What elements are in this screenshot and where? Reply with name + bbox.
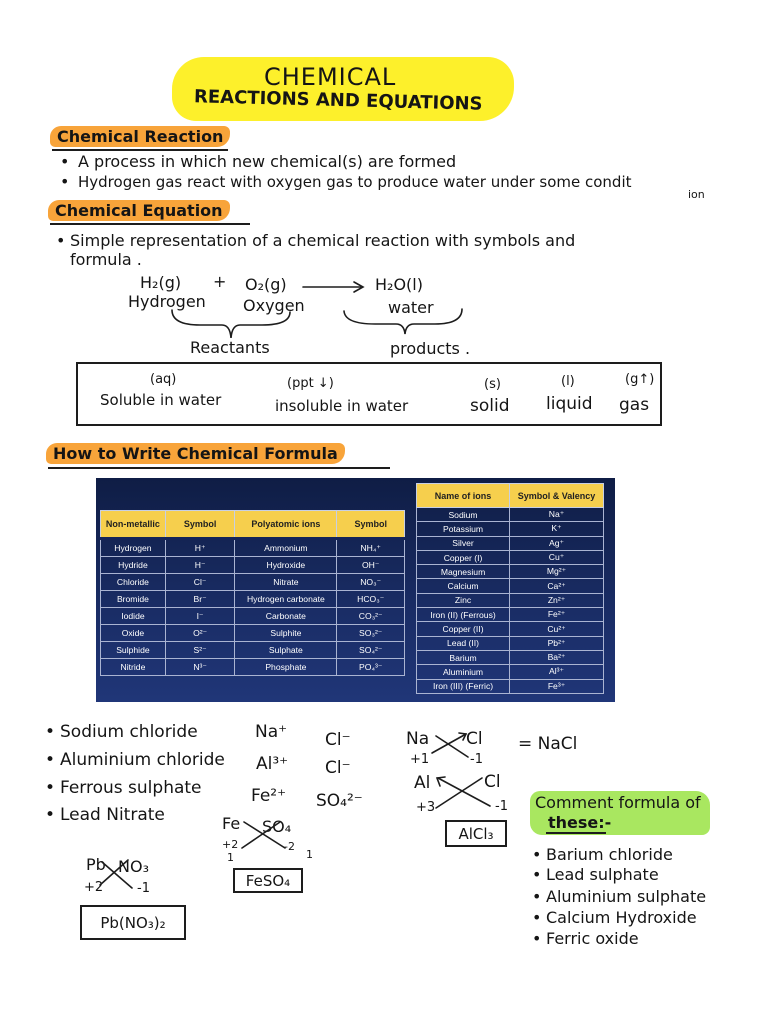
answer-formula: Pb(NO₃)₂ — [100, 913, 166, 932]
table-row — [417, 665, 604, 679]
table-cell: PO₄³⁻ — [337, 659, 405, 676]
reaction-example: Hydrogen gas react with oxygen gas to produce water under some condit — [78, 173, 632, 191]
answer-box — [445, 820, 507, 847]
bullet-dot: • — [532, 908, 542, 927]
table-cell: Br⁻ — [165, 591, 234, 608]
reaction-definition: A process in which new chemical(s) are formed — [78, 152, 457, 171]
example-name: Sodium chloride — [60, 722, 198, 742]
table-cell: Barium — [417, 650, 510, 664]
table-header-row — [101, 511, 405, 539]
bullet-dot: • — [45, 750, 56, 770]
table-row — [417, 608, 604, 622]
state-symbol-ppt: (ppt ↓) — [287, 376, 334, 391]
table-row — [101, 642, 405, 659]
table-row — [417, 593, 604, 607]
table-cell: SO₃²⁻ — [337, 625, 405, 642]
state-symbol-g: (g↑) — [625, 372, 655, 387]
table-cell: N³⁻ — [165, 659, 234, 676]
table-row — [417, 536, 604, 550]
table-row — [101, 574, 405, 591]
table-cell: Sodium — [417, 508, 510, 522]
answer-formula: AlCl₃ — [458, 824, 494, 843]
table-cell: Ag⁺ — [510, 536, 604, 550]
cross-charge: +2 — [84, 880, 104, 895]
cross-charge: -1 — [470, 752, 483, 767]
state-symbol-s: (s) — [484, 377, 501, 392]
bullet-dot: • — [45, 778, 56, 798]
cross-charge: -2 — [284, 840, 295, 853]
table-row — [417, 565, 604, 579]
table-cell: K⁺ — [510, 522, 604, 536]
example-name: Ferrous sulphate — [60, 778, 202, 798]
title-line-1: CHEMICAL — [264, 63, 397, 91]
table-cell: NO₃⁻ — [337, 574, 405, 591]
ions-table-right — [416, 483, 604, 694]
state-symbol-l: (l) — [561, 374, 575, 389]
reactant-1-name: Hydrogen — [128, 292, 206, 311]
table-cell: Carbonate — [235, 608, 337, 625]
bullet-dot: • — [532, 845, 542, 864]
example-ion: Na⁺ — [255, 722, 288, 742]
reactant-1: H₂(g) — [140, 273, 182, 292]
table-cell: Cu²⁺ — [510, 622, 604, 636]
cross-ion: Cl — [484, 772, 501, 792]
table-row — [101, 557, 405, 574]
table-row — [101, 608, 405, 625]
practice-heading-line-2: these:- — [548, 813, 612, 832]
table-cell: Hydrogen carbonate — [235, 591, 337, 608]
table-cell: Zinc — [417, 593, 510, 607]
cross-lines-alcl3 — [436, 777, 490, 808]
cross-ion: Fe — [222, 814, 241, 833]
table-row — [417, 636, 604, 650]
heading-underline — [52, 149, 228, 151]
bullet-dot: • — [45, 722, 56, 742]
ions-table-panel — [96, 478, 615, 702]
answer-box — [80, 905, 186, 940]
table-cell: Aluminium — [417, 665, 510, 679]
table-header-cell: Polyatomic ions — [235, 511, 337, 539]
cross-ion: Na — [406, 729, 430, 749]
table-cell: OH⁻ — [337, 557, 405, 574]
heading-underline — [50, 223, 250, 225]
ions-table-left — [100, 510, 405, 676]
table-row — [101, 591, 405, 608]
table-cell: Silver — [417, 536, 510, 550]
state-symbol-aq: (aq) — [150, 372, 177, 387]
example-ion: Cl⁻ — [325, 758, 351, 778]
heading-underline — [48, 467, 390, 469]
table-cell: Nitrate — [235, 574, 337, 591]
state-meaning-s: solid — [470, 396, 510, 416]
answer-box — [233, 868, 303, 893]
heading-write-formula: How to Write Chemical Formula — [46, 443, 345, 464]
table-cell: H⁻ — [165, 557, 234, 574]
heading-chemical-equation: Chemical Equation — [48, 200, 230, 221]
table-row — [417, 650, 604, 664]
cross-charge: -1 — [137, 881, 150, 896]
table-row — [417, 622, 604, 636]
reaction-arrow-icon — [303, 282, 363, 292]
table-cell: Ba²⁺ — [510, 650, 604, 664]
bullet-dot: • — [532, 865, 542, 884]
bullet-dot: • — [56, 231, 66, 250]
example-ion: Fe²⁺ — [251, 786, 287, 806]
table-row — [101, 625, 405, 642]
practice-item: Lead sulphate — [546, 865, 659, 884]
table-cell: I⁻ — [165, 608, 234, 625]
table-cell: Copper (II) — [417, 622, 510, 636]
cross-ion: SO₄ — [262, 817, 292, 836]
products-label: products . — [390, 339, 471, 358]
plus-sign: + — [213, 272, 227, 291]
table-cell: Al³⁺ — [510, 665, 604, 679]
table-cell: Phosphate — [235, 659, 337, 676]
table-cell: SO₄²⁻ — [337, 642, 405, 659]
cross-charge: +2 — [222, 838, 239, 851]
table-header-row — [417, 484, 604, 508]
table-row — [101, 539, 405, 557]
bullet-dot: • — [532, 887, 542, 906]
table-cell: Ammonium — [235, 539, 337, 557]
table-row — [417, 550, 604, 564]
table-cell: Copper (I) — [417, 550, 510, 564]
table-row — [417, 522, 604, 536]
table-cell: H⁺ — [165, 539, 234, 557]
table-cell: Na⁺ — [510, 508, 604, 522]
table-cell: Potassium — [417, 522, 510, 536]
table-cell: NH₄⁺ — [337, 539, 405, 557]
heading-chemical-reaction: Chemical Reaction — [50, 126, 230, 147]
state-meaning-ppt: insoluble in water — [275, 397, 409, 415]
equation-definition-line-1: Simple representation of a chemical reaction with symbols and — [70, 231, 576, 250]
bullet-dot: • — [532, 929, 542, 948]
table-cell: CO₃²⁻ — [337, 608, 405, 625]
table-cell: Sulphide — [101, 642, 166, 659]
reaction-example-wrap: ion — [688, 188, 705, 201]
practice-item: Barium chloride — [546, 845, 673, 864]
table-header-cell: Symbol — [337, 511, 405, 539]
table-cell: Oxide — [101, 625, 166, 642]
table-row — [417, 679, 604, 693]
reactant-2: O₂(g) — [245, 275, 287, 294]
practice-item: Ferric oxide — [546, 929, 639, 948]
bullet-dot: • — [60, 152, 70, 171]
bullet-dot: • — [45, 805, 56, 825]
table-cell: Fe³⁺ — [510, 679, 604, 693]
table-header-cell: Name of ions — [417, 484, 510, 508]
table-cell: Fe²⁺ — [510, 608, 604, 622]
example-ion: Cl⁻ — [325, 730, 351, 750]
table-cell: Mg²⁺ — [510, 565, 604, 579]
state-meaning-aq: Soluble in water — [100, 391, 222, 409]
practice-heading-line-1: Comment formula of — [535, 793, 701, 812]
table-cell: Zn²⁺ — [510, 593, 604, 607]
product-name: water — [388, 298, 434, 317]
state-meaning-l: liquid — [546, 394, 593, 414]
table-cell: Calcium — [417, 579, 510, 593]
table-cell: Nitride — [101, 659, 166, 676]
table-header-cell: Non-metallic — [101, 511, 166, 539]
table-cell: HCO₃⁻ — [337, 591, 405, 608]
table-row — [101, 659, 405, 676]
reactants-label: Reactants — [190, 338, 270, 357]
example-ion: Al³⁺ — [256, 754, 289, 774]
table-cell: Ca²⁺ — [510, 579, 604, 593]
product: H₂O(l) — [375, 275, 423, 294]
cross-lines-nacl — [432, 733, 468, 757]
example-name: Lead Nitrate — [60, 805, 165, 825]
table-cell: O²⁻ — [165, 625, 234, 642]
table-cell: Iron (II) (Ferrous) — [417, 608, 510, 622]
table-cell: Magnesium — [417, 565, 510, 579]
example-name: Aluminium chloride — [60, 750, 225, 770]
table-cell: Pb²⁺ — [510, 636, 604, 650]
reactant-2-name: Oxygen — [243, 296, 305, 315]
cross-reduced: 1 — [227, 851, 234, 864]
table-cell: Cu⁺ — [510, 550, 604, 564]
cross-reduced: 1 — [306, 848, 313, 861]
answer-formula: FeSO₄ — [245, 871, 291, 890]
equation-definition-line-2: formula . — [70, 250, 142, 269]
cross-ion: Pb — [86, 855, 106, 874]
example-ion: SO₄²⁻ — [316, 791, 363, 811]
title-line-2: REACTIONS AND EQUATIONS — [193, 86, 483, 115]
table-row — [417, 508, 604, 522]
table-cell: Hydroxide — [235, 557, 337, 574]
table-cell: Hydrogen — [101, 539, 166, 557]
table-row — [417, 579, 604, 593]
cross-charge: +1 — [410, 752, 430, 767]
table-cell: Sulphate — [235, 642, 337, 659]
table-cell: Iodide — [101, 608, 166, 625]
table-cell: Hydride — [101, 557, 166, 574]
table-cell: Cl⁻ — [165, 574, 234, 591]
table-cell: Lead (II) — [417, 636, 510, 650]
table-cell: Bromide — [101, 591, 166, 608]
cross-ion: NO₃ — [118, 857, 149, 876]
practice-item: Aluminium sulphate — [546, 887, 707, 906]
table-cell: Sulphite — [235, 625, 337, 642]
state-meaning-g: gas — [619, 395, 650, 415]
cross-charge: -1 — [495, 799, 508, 814]
cross-result: = NaCl — [518, 734, 578, 754]
table-cell: Iron (III) (Ferric) — [417, 679, 510, 693]
table-cell: Chloride — [101, 574, 166, 591]
table-header-cell: Symbol — [165, 511, 234, 539]
practice-item: Calcium Hydroxide — [546, 908, 697, 927]
cross-ion: Al — [414, 773, 431, 793]
table-header-cell: Symbol & Valency — [510, 484, 604, 508]
bullet-dot: • — [60, 172, 70, 191]
practice-underline — [546, 832, 606, 834]
table-cell: S²⁻ — [165, 642, 234, 659]
cross-ion: Cl — [466, 729, 483, 749]
cross-charge: +3 — [416, 800, 436, 815]
